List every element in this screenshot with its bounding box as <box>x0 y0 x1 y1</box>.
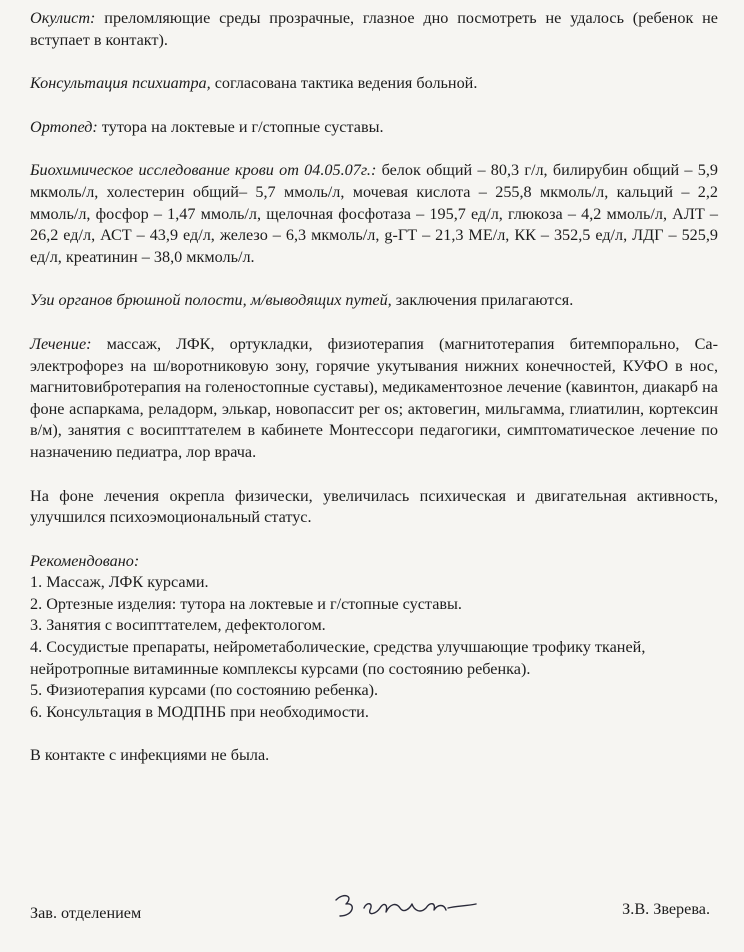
document-body <box>30 8 718 789</box>
paragraph-orthopedist <box>30 117 718 139</box>
paragraph-outcome <box>30 486 718 529</box>
paragraph-lead: Окулист: <box>30 9 96 27</box>
recommendations-list <box>30 551 718 724</box>
paragraph-text: массаж, ЛФК, ортукладки, физиотерапия (магнитотерапия битемпорально, Ca-электрофорез на ш/воротниковую зону, горячие укутывания нижних конечностей, КУФО в нос, магнитовибротерапия на голеностопные суставы), медикаментозное лечение (кавинтон, диакарб на фоне аспаркама, реладорм, элькар, новопассит per os; актовегин, мильгамма, глиатилин, кортексин в/м), занятия с восипттателем в кабинете Монтессори педагогики, симптоматическое лечение по назначению педиатра, лор врача. <box>30 334 718 461</box>
paragraph-text: преломляющие среды прозрачные, глазное дно посмотреть не удалось (ребенок не вступает в контакт). <box>30 9 718 49</box>
list-item: 4. Сосудистые препараты, нейрометаболические, средства улучшающие трофику тканей, нейротропные витаминные комплексы курсами (по состоянию ребенка). <box>30 638 646 678</box>
list-item: 5. Физиотерапия курсами (по состоянию ребенка). <box>30 681 379 700</box>
signer-position: Зав. отделением <box>30 904 142 922</box>
paragraph-text: тутора на локтевые и г/стопные суставы. <box>97 117 384 136</box>
paragraph-treatment <box>30 334 718 464</box>
list-item: 6. Консультация в МОДПНБ при необходимости. <box>30 702 369 721</box>
paragraph-text: белок общий – 80,3 г/л, билирубин общий – 5,9 мкмоль/л, холестерин общий– 5,7 ммоль/л, мочевая кислота – 255,8 мкмоль/л, кальций – 2,2 ммоль/л, фосфор – 1,47 ммоль/л, щелочная фосфотаза – 195,7 ед/л, глюкоза – 4,2 ммоль/л, АЛТ – 26,2 ед/л, АСТ – 43,9 ед/л, железо – 6,3 мкмоль/л, g-ГТ – 21,3 МЕ/л, КК – 352,5 ед/л, ЛДГ – 525,9 ед/л, креатинин – 38,0 мкмоль/л. <box>30 161 718 266</box>
closing-note: В контакте с инфекциями не была. <box>30 746 270 765</box>
signer-name: З.В. Зверева. <box>622 900 710 918</box>
paragraph-psychiatrist <box>30 73 718 95</box>
paragraph-ultrasound <box>30 290 718 312</box>
paragraph-lead: Узи органов брюшной полости, м/выводящих путей, <box>30 291 392 310</box>
paragraph-lead: Ортопед: <box>30 117 98 136</box>
paragraph-lead: Лечение: <box>30 334 92 353</box>
paragraph-text: На фоне лечения окрепла физически, увеличилась психическая и двигательная активность, улучшился психоэмоциональный статус. <box>30 486 718 527</box>
list-item: 3. Занятия с восипттателем, дефектологом. <box>30 616 326 635</box>
list-item: 1. Массаж, ЛФК курсами. <box>30 573 209 592</box>
signature-scribble-icon <box>330 886 480 926</box>
paragraph-text: заключения прилагаются. <box>391 291 574 310</box>
recommendations-heading: Рекомендовано: <box>30 551 140 570</box>
signature-row <box>30 900 710 930</box>
paragraph-lead: Биохимическое исследование крови от 04.05.07г.: <box>30 161 377 180</box>
paragraph-oculist <box>30 8 718 51</box>
handwritten-signature <box>330 886 480 926</box>
paragraph-lead: Консультация психиатра, <box>30 74 211 93</box>
paragraph-text: согласована тактика ведения больной. <box>210 74 478 93</box>
paragraph-biochemistry <box>30 160 718 268</box>
list-item: 2. Ортезные изделия: тутора на локтевые и г/стопные суставы. <box>30 594 462 613</box>
